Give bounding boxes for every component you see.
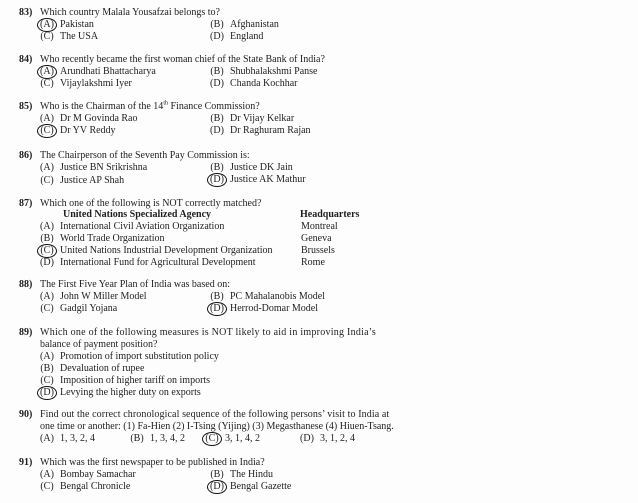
question-number: 86) bbox=[19, 150, 33, 161]
option-label: (D) bbox=[38, 387, 56, 399]
option-c bbox=[38, 375, 210, 387]
option-a bbox=[38, 433, 95, 445]
option-a bbox=[38, 221, 224, 233]
option-label: (D) bbox=[208, 174, 226, 186]
option-text: Justice AP Shah bbox=[60, 175, 125, 186]
option-text: 1, 3, 2, 4 bbox=[60, 433, 95, 444]
option-text: International Fund for Agricultural Development bbox=[60, 257, 256, 268]
option-d bbox=[208, 78, 297, 90]
option-text: John W Miller Model bbox=[60, 291, 147, 302]
option-b bbox=[38, 233, 165, 245]
option-text: 3, 1, 2, 4 bbox=[320, 433, 355, 444]
option-label: (B) bbox=[210, 469, 224, 480]
option-label: (D) bbox=[208, 481, 226, 493]
option-b bbox=[208, 66, 318, 78]
option-text: Vijaylakshmi Iyer bbox=[60, 78, 132, 89]
option-text: Levying the higher duty on exports bbox=[60, 387, 201, 398]
option-text: PC Mahalanobis Model bbox=[230, 291, 325, 302]
option-text: Chanda Kochhar bbox=[230, 78, 298, 89]
column-header-headquarters: Headquarters bbox=[300, 209, 360, 220]
option-b bbox=[38, 363, 144, 375]
option-label: (A) bbox=[40, 291, 54, 302]
option-d bbox=[208, 303, 318, 315]
option-text: The USA bbox=[60, 31, 99, 42]
option-text: Herrod-Domar Model bbox=[230, 303, 319, 314]
option-text: Justice DK Jain bbox=[230, 162, 293, 173]
question-stem: Which country Malala Yousafzai belongs to? bbox=[40, 7, 220, 18]
option-label: (B) bbox=[40, 233, 54, 244]
option-label: (A) bbox=[40, 351, 54, 362]
option-text: World Trade Organization bbox=[60, 233, 165, 244]
option-text: 1, 3, 4, 2 bbox=[150, 433, 185, 444]
option-label: (C) bbox=[40, 78, 54, 89]
option-label: (C) bbox=[38, 125, 56, 137]
option-label: (A) bbox=[38, 19, 56, 31]
option-text: Bombay Samachar bbox=[60, 469, 136, 480]
option-label: (C) bbox=[40, 175, 54, 186]
option-label: (A) bbox=[40, 113, 54, 124]
option-c bbox=[38, 78, 132, 90]
option-label: (D) bbox=[210, 31, 224, 42]
option-label: (A) bbox=[38, 66, 56, 78]
option-a bbox=[38, 469, 136, 481]
option-d bbox=[208, 125, 311, 137]
option-text: Justice BN Srikrishna bbox=[60, 162, 148, 173]
question-stem: The Chairperson of the Seventh Pay Commission is: bbox=[40, 150, 250, 161]
option-text: England bbox=[230, 31, 264, 42]
question-stem-line-2: one time or another: (1) Fa-Hien (2) I-Tsing (Yijing) (3) Megasthanese (4) Hiuen-Tsang. bbox=[40, 421, 394, 432]
option-text: Dr M Govinda Rao bbox=[60, 113, 138, 124]
question-number: 91) bbox=[19, 457, 33, 468]
question-stem: Which was the first newspaper to be published in India? bbox=[40, 457, 265, 468]
option-text: Shubhalakshmi Panse bbox=[230, 66, 318, 77]
option-label: (B) bbox=[210, 291, 224, 302]
option-b bbox=[208, 113, 294, 125]
option-c bbox=[38, 303, 117, 315]
option-b bbox=[128, 433, 185, 445]
question-stem: The First Five Year Plan of India was based on: bbox=[40, 279, 230, 290]
option-text: United Nations Industrial Development Organization bbox=[60, 245, 273, 256]
question-number: 87) bbox=[19, 198, 33, 209]
option-label: (D) bbox=[40, 257, 54, 268]
option-c bbox=[38, 125, 116, 137]
option-text: 3, 1, 4, 2 bbox=[225, 433, 260, 444]
option-label: (B) bbox=[40, 363, 54, 374]
option-a bbox=[38, 351, 219, 363]
option-c bbox=[38, 31, 98, 43]
question-stem-line-1: Find out the correct chronological sequence of the following persons’ visit to India at bbox=[40, 409, 390, 420]
option-label: (D) bbox=[300, 433, 314, 444]
option-b bbox=[208, 19, 279, 31]
option-text: Imposition of higher tariff on imports bbox=[60, 375, 211, 386]
option-label: (C) bbox=[40, 375, 54, 386]
question-number: 89) bbox=[19, 327, 33, 338]
option-label: (B) bbox=[130, 433, 144, 444]
option-c bbox=[38, 245, 273, 257]
option-text: Devaluation of rupee bbox=[60, 363, 145, 374]
question-number: 85) bbox=[19, 101, 33, 112]
option-a bbox=[38, 113, 138, 125]
option-label: (B) bbox=[210, 113, 224, 124]
question-number: 84) bbox=[19, 54, 33, 65]
option-label: (D) bbox=[208, 303, 226, 315]
question-stem-line-2: balance of payment position? bbox=[40, 339, 158, 350]
option-label: (B) bbox=[210, 66, 224, 77]
headquarters-d: Rome bbox=[301, 257, 325, 268]
option-label: (C) bbox=[40, 31, 54, 42]
option-a bbox=[38, 291, 147, 303]
option-c bbox=[203, 433, 260, 445]
option-text: Bengal Gazette bbox=[230, 481, 292, 492]
option-d bbox=[38, 257, 256, 269]
option-text: International Civil Aviation Organization bbox=[60, 221, 225, 232]
option-text: The Hindu bbox=[230, 469, 274, 480]
question-number: 88) bbox=[19, 279, 33, 290]
headquarters-b: Geneva bbox=[301, 233, 332, 244]
option-text: Dr YV Reddy bbox=[60, 125, 116, 136]
option-a bbox=[38, 162, 147, 174]
option-d bbox=[38, 387, 201, 399]
option-text: Pakistan bbox=[60, 19, 94, 30]
option-text: Dr Raghuram Rajan bbox=[230, 125, 311, 136]
question-stem: Who is the Chairman of the 14th Finance Commission? bbox=[40, 100, 260, 112]
question-stem: Who recently became the first woman chief of the State Bank of India? bbox=[40, 54, 325, 65]
option-text: Afghanistan bbox=[230, 19, 279, 30]
option-label: (A) bbox=[40, 162, 54, 173]
option-label: (D) bbox=[210, 125, 224, 136]
headquarters-a: Montreal bbox=[301, 221, 338, 232]
option-text: Justice AK Mathur bbox=[230, 174, 306, 185]
option-text: Bengal Chronicle bbox=[60, 481, 131, 492]
option-label: (C) bbox=[203, 433, 221, 445]
option-c bbox=[38, 175, 124, 187]
option-b bbox=[208, 291, 325, 303]
question-stem-line-1: Which one of the following measures is NOT likely to aid in improving India’s bbox=[40, 327, 376, 338]
option-d bbox=[208, 31, 263, 43]
option-d bbox=[298, 433, 355, 445]
option-b bbox=[208, 162, 293, 174]
column-header-agency: United Nations Specialized Agency bbox=[63, 209, 212, 220]
option-label: (D) bbox=[210, 78, 224, 89]
option-label: (B) bbox=[210, 19, 224, 30]
headquarters-c: Brussels bbox=[301, 245, 335, 256]
option-label: (C) bbox=[40, 303, 54, 314]
option-label: (C) bbox=[38, 245, 56, 257]
option-c bbox=[38, 481, 130, 493]
option-text: Dr Vijay Kelkar bbox=[230, 113, 295, 124]
question-number: 83) bbox=[19, 7, 33, 18]
option-b bbox=[208, 469, 273, 481]
option-d bbox=[208, 174, 306, 186]
option-text: Arundhati Bhattacharya bbox=[60, 66, 156, 77]
option-a bbox=[38, 66, 156, 78]
option-a bbox=[38, 19, 94, 31]
option-label: (A) bbox=[40, 221, 54, 232]
option-label: (A) bbox=[40, 469, 54, 480]
option-text: Gadgil Yojana bbox=[60, 303, 118, 314]
question-stem: Which one of the following is NOT correctly matched? bbox=[40, 198, 262, 209]
option-label: (C) bbox=[40, 481, 54, 492]
option-d bbox=[208, 481, 291, 493]
option-label: (A) bbox=[40, 433, 54, 444]
option-text: Promotion of import substitution policy bbox=[60, 351, 219, 362]
option-label: (B) bbox=[210, 162, 224, 173]
question-number: 90) bbox=[19, 409, 33, 420]
